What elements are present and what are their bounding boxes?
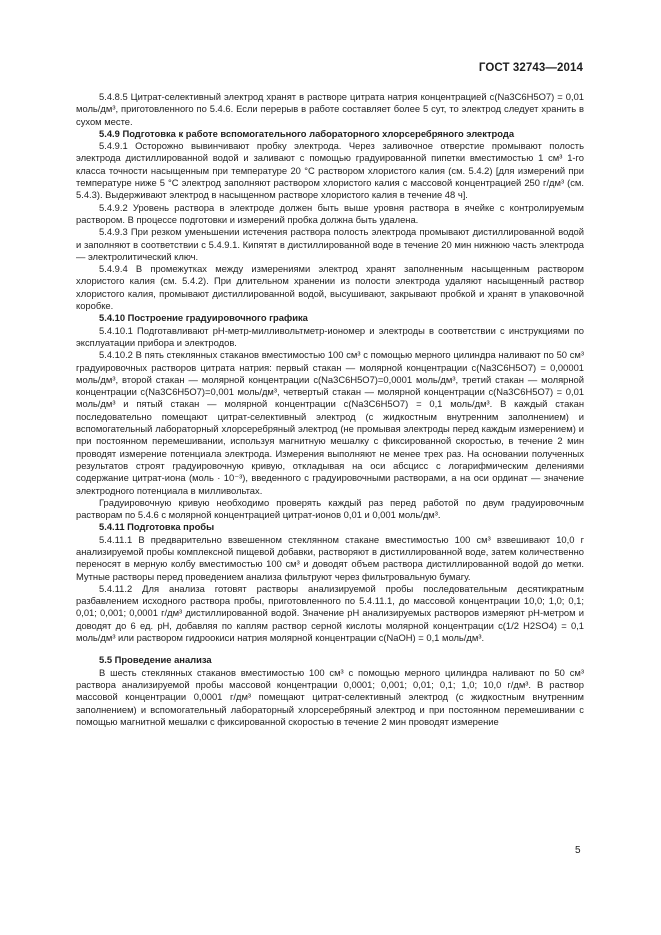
- paragraph-5-4-8-5: 5.4.8.5 Цитрат-селективный электрод хранят в растворе цитрата натрия концентрацией c(Na3C6H5O7) = 0,01 моль/дм³, приготовленного по 5.4.6. Если перерыв в работе составляет более 5 сут, то электрод следует хранить в сухом месте.: [76, 91, 584, 127]
- heading-5-4-10: 5.4.10 Построение градуировочного графика: [99, 312, 308, 324]
- paragraph-5-4-10-2: 5.4.10.2 В пять стеклянных стаканов вместимостью 100 см³ с помощью мерного цилиндра наливают по 50 см³ градуировочных растворов цитрата натрия: первый стакан — молярной концентрации c(Na3C6H5O7) = 0,00001 моль/дм³, второй стакан — молярной концентрации c(Na3C6H5O7)=0,0001 моль/дм³, третий стакан — молярной концентрации c(Na3C6H5O7)=0,001 моль/дм³, четвертый стакан — молярной концентрации c(Na3C6H5O7) = 0,01 моль/дм³ и пятый стакан — молярной концентрации c(Na3C6H5O7) = 0,1 моль/дм³. В каждый стакан последовательно помещают цитрат-селективный электрод (с жидкостным внутренним заполнением) и вспомогательный лабораторный хлорсеребряный электрод (не промывая электроды перед каждым измерением) и при постоянном перемешивании, используя магнитную мешалку с фиксированной скоростью, в течение 2 мин проводят измерение потенциала электрода. Измерения выполняют не менее трех раз. На основании полученных результатов строят градуировочную кривую, откладывая на оси абсцисс с логарифмическим делениями содержание цитрат-иона (моль · 10⁻³), введенного с градуировочными растворами, а на оси ординат — значение электродного потенциала в милливольтах.: [76, 349, 584, 496]
- standard-number: ГОСТ 32743—2014: [478, 62, 583, 74]
- document-body: [76, 91, 584, 728]
- heading-5-4-9: 5.4.9 Подготовка к работе вспомогательного лабораторного хлорсеребряного электрода: [99, 127, 515, 139]
- heading-5-4-11: 5.4.11 Подготовка пробы: [99, 521, 215, 533]
- paragraph-calibration-check: Градуировочную кривую необходимо проверять каждый раз перед работой по двум градуировочным растворам по 5.4.6 с молярной концентрацией цитрат-ионов 0,01 и 0,001 моль/дм³.: [76, 496, 584, 521]
- paragraph-5-4-9-1: 5.4.9.1 Осторожно вывинчивают пробку электрода. Через заливочное отверстие промывают полость электрода дистиллированной водой и заливают с помощью градуированной пипетки вместимостью 1 см³ 1-го класса точности насыщенным при температуре 20 °С раствором хлористого калия (см. 5.4.2) [для измерений при температуре ниже 5 °С электрод заполняют раствором хлористого калия с массовой концентрацией 250 г/дм³ (см. 5.4.3). Выдерживают электрод в насыщенном растворе хлористого калия в течение 48 ч].: [76, 140, 584, 201]
- paragraph-5-4-9-3: 5.4.9.3 При резком уменьшении истечения раствора полость электрода промывают дистиллированной водой и заполняют в соответствии с 5.4.9.1. Кипятят в дистиллированной воде в течение 20 мин нижнюю часть электрода — электролитический ключ.: [76, 226, 584, 262]
- paragraph-5-4-11-1: 5.4.11.1 В предварительно взвешенном стеклянном стакане вместимостью 100 см³ взвешивают 10,0 г анализируемой пробы комплексной пищевой добавки, растворяют в дистиллированной воде, затем количественно переносят в мерную колбу вместимостью 100 см³ и доводят объем раствора дистиллированной водой до метки. Мутные растворы перед проведением анализа фильтруют через фильтровальную бумагу.: [76, 533, 584, 582]
- paragraph-5-5: В шесть стеклянных стаканов вместимостью 100 см³ с помощью мерного цилиндра наливают по 50 см³ раствора анализируемой пробы массовой концентрации 0,0001; 0,001; 0,01; 0,1; 1,0; 10,0 г/дм³. В раствор массовой концентрации 0,0001 г/дм³ помещают цитрат-селективный электрод (с жидкостным внутренним заполнением) и вспомогательный лабораторный хлорсеребряный электрод и при постоянном перемешивании с помощью магнитной мешалки с фиксированной скоростью в течение 2 мин проводят измерение: [76, 666, 584, 727]
- paragraph-5-4-11-2: 5.4.11.2 Для анализа готовят растворы анализируемой пробы последовательным десятикратным разбавлением исходного раствора пробы, приготовленного по 5.4.11.1, до массовой концентрации 10,0; 1,0; 0,1; 0,01; 0,001; 0,0001 г/дм³ дистиллированной водой. Значение рН анализируемых растворов измеряют рН-метром и доводят до 6 ед. рН, добавляя по каплям раствор серной кислоты молярной концентрации c(1/2 H2SO4) = 0,1 моль/дм³ или раствором гидроокиси натрия молярной концентрации c(NaOH) = 0,1 моль/дм³.: [76, 582, 584, 644]
- page-number: 5: [575, 845, 581, 856]
- paragraph-5-4-9-4: 5.4.9.4 В промежутках между измерениями электрод хранят заполненным насыщенным раствором хлористого калия (см. 5.4.2). При длительном хранении из полости электрода удаляют насыщенный раствор хлористого калия, промывают дистиллированной водой, высушивают, закрывают пробкой и хранят в упаковочной коробке.: [76, 263, 584, 312]
- heading-5-5: 5.5 Проведение анализа: [99, 654, 212, 666]
- paragraph-5-4-10-1: 5.4.10.1 Подготавливают рН-метр-милливольтметр-иономер и электроды в соответствии с инструкциями по эксплуатации прибора и электродов.: [76, 324, 584, 348]
- paragraph-5-4-9-2: 5.4.9.2 Уровень раствора в электроде должен быть выше уровня раствора в ячейке с контролируемым раствором. В процессе подготовки и измерений пробка должна быть удалена.: [76, 201, 584, 225]
